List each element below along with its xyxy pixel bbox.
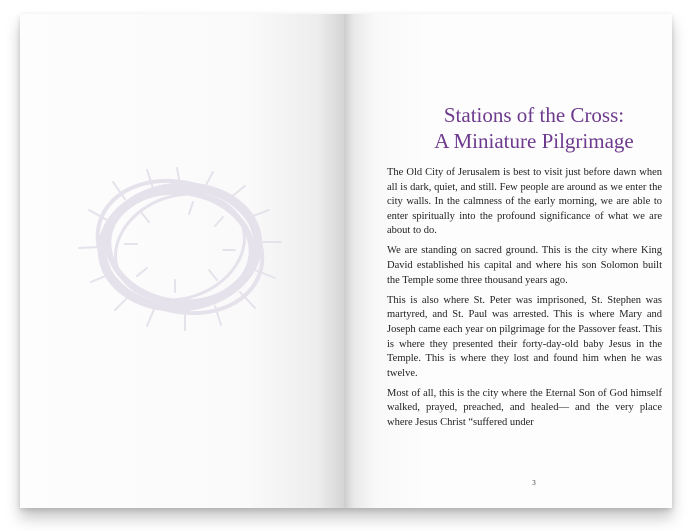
page-number: 3: [532, 479, 536, 487]
crown-of-thorns-icon: [75, 162, 285, 332]
body-text: [387, 166, 662, 436]
paragraph: Most of all, this is the city where the Eternal Son of God himself walked, prayed, preached, and healed— and the very place where Jesus Christ “suffered under: [387, 387, 662, 428]
chapter-title-line-1: Stations of the Cross:: [443, 103, 625, 127]
paragraph: This is also where St. Peter was imprisoned, St. Stephen was martyred, and St. Paul was arrested. This is where Mary and Joseph came each year on pilgrimage for the Passover feast. This is where they presented their forty-day-old baby Jesus in the Temple. This is where they lost and found him when he was twelve.: [387, 294, 662, 379]
left-page: [20, 14, 344, 508]
paragraph: We are standing on sacred ground. This is the city where King David established his capital and where his son Solomon built the Temple some three thousand years ago.: [387, 245, 662, 286]
open-book: [20, 14, 672, 508]
right-page: [344, 14, 672, 508]
paragraph: The Old City of Jerusalem is best to visit just before dawn when all is dark, quiet, and still. Few people are around as we enter the city walls. In the calmness of the early morning, we are able to enter spiritually into the profound significance of what we are about to do.: [387, 167, 662, 237]
chapter-title-line-2: A Miniature Pilgrimage: [434, 129, 634, 153]
